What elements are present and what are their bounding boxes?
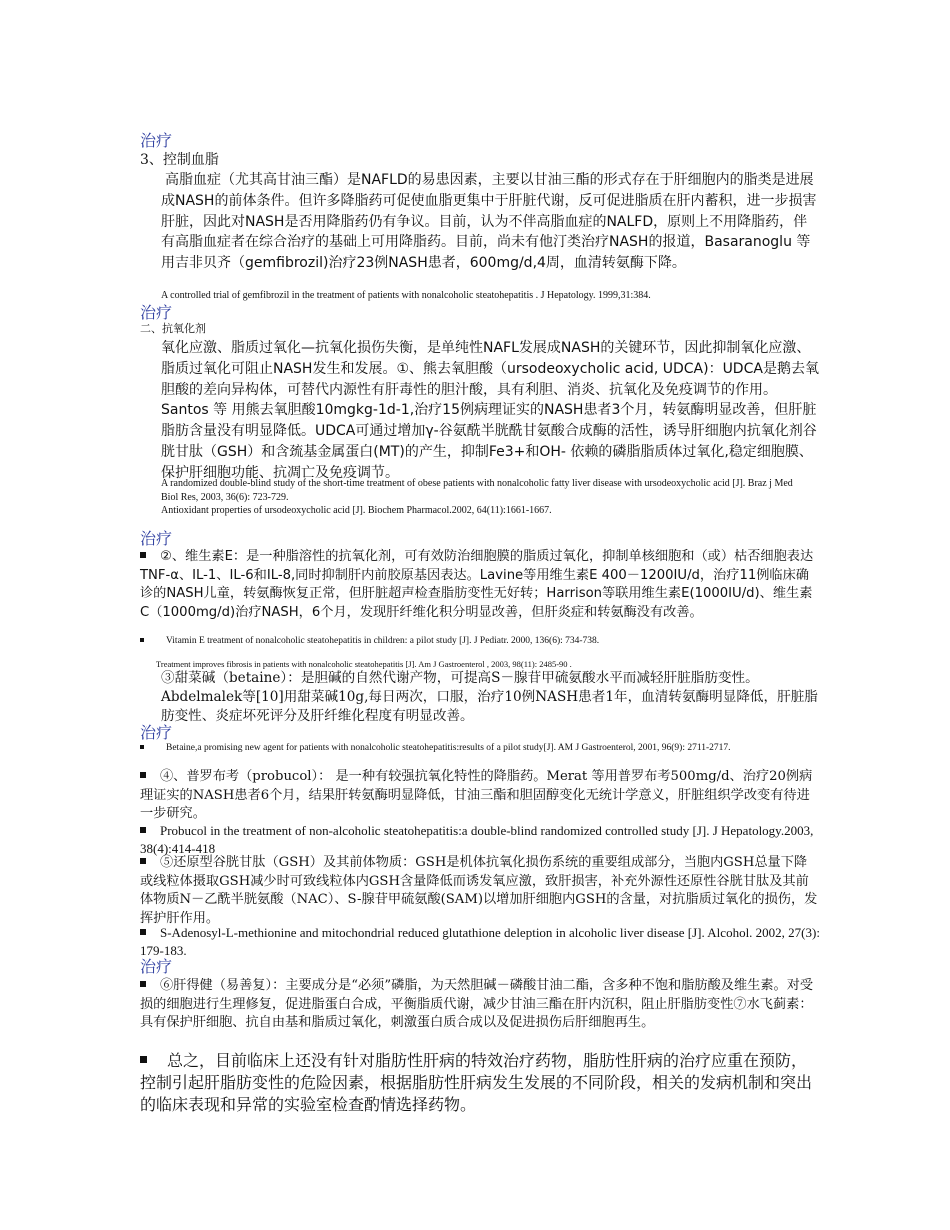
list-item-probucol: ④、普罗布考（probucol）： 是一种有较强抗氧化特性的降脂药。Merat 等用普罗布考500mg/d、治疗20例病理证实的NASH患者6个月，结果肝转氨酶明显降低，甘油三酯和胆固醇变化无统计学意义，肝脏组织学改变有待进一步研究。	[140, 769, 813, 821]
list-item-gsh: ⑤还原型谷胱甘肽（GSH）及其前体物质：GSH是机体抗氧化损伤系统的重要组成部分，当胞内GSH总量下降或线粒体摄取GSH减少时可致线粒体内GSH含量降低而诱发氧应激，致肝损害，补充外源性还原性谷胱甘肽及其前体物质N－乙酰半胱氨酸（NAC）、S-腺苷甲硫氨酸(SAM)以增加肝细胞内GSH的含量，对抗脂质过氧化的损伤，发挥护肝作用。	[140, 855, 818, 926]
reference-gsh: S-Adenosyl-L-methionine and mitochondrial reduced glutathione deleption in alcoholic liver disease [J]. Alcohol. 2002, 27(3): 179-183.	[140, 925, 820, 958]
reference-probucol: Probucol in the treatment of non-alcoholic steatohepatitis:a double-blind randomized controlled study [J]. J Hepatology.2003, 38(4):414-418	[140, 823, 814, 856]
bullet-icon	[140, 929, 146, 935]
subheading-antioxidants: 二、抗氧化剂	[140, 322, 206, 335]
bullet-icon	[140, 552, 146, 558]
bullet-icon	[140, 745, 144, 749]
reference-udca-1: A randomized double-blind study of the short-time treatment of obese patients with nonalcoholic fatty liver disease with ursodeoxycholic acid [J]. Braz j Med Biol Res, 2003, 36(6): 723-729.	[161, 478, 793, 503]
paragraph-lipid: 高脂血症（尤其高甘油三酯）是NAFLD的易患因素，主要以甘油三酯的形式存在于肝细胞内的脂类是进展成NASH的前体条件。但许多降脂药可促使血脂更集中于肝脏代谢，反可促进脂质在肝内蓄积，进一步损害肝脏，因此对NASH是否用降脂药仍有争议。目前，认为不伴高脂血症的NALFD，原则上不用降脂药，伴有高脂血症者在综合治疗的基础上可用降脂药。目前，尚未有他汀类治疗NASH的报道，Basaranoglu 等用吉非贝齐（gemfibrozil)治疗23例NASH患者，600mg/d,4周，血清转氨酶下降。	[161, 172, 817, 272]
list-item-vitamin-e: ②、维生素E：是一种脂溶性的抗氧化剂，可有效防治细胞膜的脂质过氧化，抑制单核细胞和（或）枯否细胞表达TNF-α、IL-1、IL-6和IL-8,同时抑制肝内前胶原基因表达。Lavine等用维生素E 400－1200IU/d，治疗11例临床确诊的NASH儿童，转氨酶恢复正常，但肝脏超声检查脂肪变性无好转；Harrison等联用维生素E(1000IU/d)、维生素C（1000mg/d)治疗NASH，6个月，发现肝纤维化积分明显改善，但肝炎症和转氨酶没有改善。	[140, 549, 814, 620]
reference-gemfibrozil: A controlled trial of gemfibrozil in the treatment of patients with nonalcoholic steatohepatitis . J Hepatology. 1999,31:384.	[161, 290, 651, 301]
subheading-lipid-control: 3、控制血脂	[140, 152, 219, 168]
bullet-icon	[140, 772, 146, 778]
section-heading-3: 治疗	[140, 529, 173, 548]
bullet-icon	[140, 858, 146, 864]
reference-vitamin-e-2: Treatment improves fibrosis in patients with nonalcoholic steatohepatitis [J]. Am J Gastroenterol , 2003, 98(11): 2485-90 .	[156, 659, 572, 669]
reference-betaine: Betaine,a promising new agent for patients with nonalcoholic steatohepatitis:results of a pilot study[J]. AM J Gastroenterol, 2001, 96(9): 2711-2717.	[140, 742, 820, 755]
section-heading-4: 治疗	[140, 723, 173, 742]
section-heading-2: 治疗	[140, 303, 173, 322]
paragraph-betaine: ③甜菜碱（betaine）：是胆碱的自然代谢产物，可提高S－腺苷甲硫氨酸水平而减轻肝脏脂肪变性。Abdelmalek等[10]用甜菜碱10g,每日两次，口服，治疗10例NASH患者1年，血清转氨酶明显降低，肝脏脂肪变性、炎症坏死评分及肝纤维化程度有明显改善。	[161, 670, 818, 724]
section-heading-5: 治疗	[140, 957, 173, 976]
bullet-icon	[140, 638, 144, 642]
bullet-icon	[140, 827, 146, 833]
bullet-icon	[140, 981, 146, 987]
summary-paragraph: 总之，目前临床上还没有针对脂肪性肝病的特效治疗药物，脂肪性肝病的治疗应重在预防，控制引起肝脂肪变性的危险因素，根据脂肪性肝病发生发展的不同阶段，相关的发病机制和突出的临床表现和异常的实验室检查酌情选择药物。	[140, 1051, 813, 1114]
bullet-icon	[140, 1056, 147, 1063]
reference-vitamin-e-1: Vitamin E treatment of nonalcoholic steatohepatitis in children: a pilot study [J]. J Pediatr. 2000, 136(6): 734-738.	[140, 635, 820, 648]
section-heading-1: 治疗	[140, 131, 173, 150]
paragraph-antioxidants: 氧化应激、脂质过氧化—抗氧化损伤失衡，是单纯性NAFL发展成NASH的关键环节，因此抑制氧化应激、脂质过氧化可阻止NASH发生和发展。①、熊去氧胆酸（ursodeoxycholic acid, UDCA)：UDCA是鹅去氧胆酸的差向异构体，可替代内源性有肝毒性的胆汁酸，具有利胆、消炎、抗氧化及免疫调节的作用。Santos 等 用熊去氧胆酸10mgkg-1d-1,治疗15例病理证实的NASH患者3个月，转氨酶明显改善，但肝脏脂肪含量没有明显降低。UDCA可通过增加γ-谷氨酰半胱酰甘氨酸合成酶的活性，诱导肝细胞内抗氧化剂谷胱甘肽（GSH）和含巯基金属蛋白(MT)的产生，抑制Fe3+和OH- 依赖的磷脂脂质体过氧化,稳定细胞膜、保护肝细胞功能、抗凋亡及免疫调节。	[161, 340, 819, 481]
reference-udca-2: Antioxidant properties of ursodeoxycholic acid [J]. Biochem Pharmacol.2002, 64(11):1661-1667.	[161, 505, 552, 516]
list-item-polyene-phosphatidylcholine: ⑥肝得健（易善复）：主要成分是“必须”磷脂，为天然胆碱－磷酸甘油二酯，含多种不饱和脂肪酸及维生素。对受损的细胞进行生理修复，促进脂蛋白合成，平衡脂质代谢，减少甘油三酯在肝内沉积，阻止肝脂肪变性⑦水飞蓟素：具有保护肝细胞、抗自由基和脂质过氧化，刺激蛋白质合成以及促进损伤后肝细胞再生。	[140, 978, 814, 1030]
